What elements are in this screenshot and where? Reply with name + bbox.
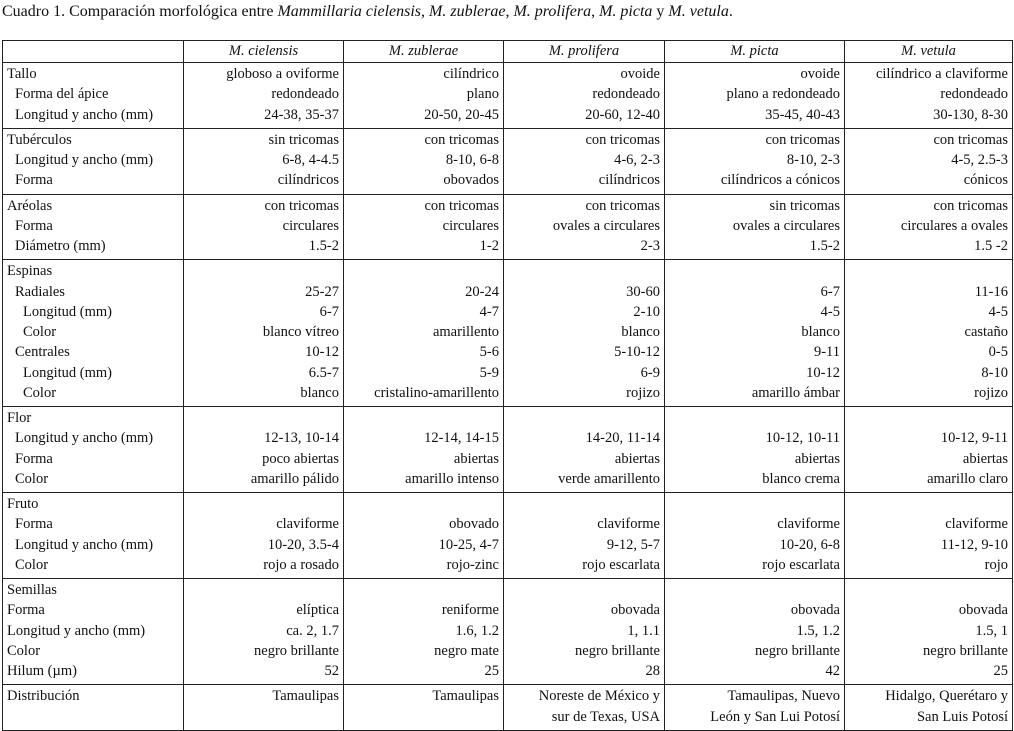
cell-value [508, 580, 660, 600]
cell-value: León y San Lui Potosí [710, 708, 840, 725]
cell-value: obovado [449, 516, 499, 533]
cell-value: 10-12, 9-11 [940, 430, 1008, 447]
table-row [3, 260, 1013, 407]
cell-value: cilíndricos [277, 172, 339, 189]
header-cell-species: M. zublerae [344, 41, 504, 63]
row-label: Hilum (µm) [7, 663, 77, 679]
cell-value: 1, 1.1 [627, 622, 660, 639]
row-label: Longitud y ancho (mm) [7, 622, 146, 639]
value-cell [845, 685, 1013, 731]
value-cell [184, 128, 344, 194]
cell-value [348, 580, 499, 600]
cell-value: globoso a oviforme [226, 66, 339, 82]
caption-separator: , [505, 3, 514, 20]
caption-species-5: M. vetula [668, 3, 729, 20]
table-row [3, 579, 1013, 685]
value-cell [504, 128, 665, 194]
value-cell [184, 685, 344, 731]
caption-suffix: . [728, 3, 733, 20]
cell-value: claviforme [276, 516, 339, 533]
cell-value: reniforme [441, 602, 499, 619]
row-label: Radiales [15, 283, 65, 300]
value-cell [184, 260, 344, 407]
cell-value: rojizo [974, 384, 1008, 401]
cell-value: ca. 2, 1.7 [286, 622, 339, 639]
cell-value: sin tricomas [268, 131, 339, 148]
header-cell-species: M. cielensis [184, 41, 344, 63]
caption-separator: y [652, 3, 669, 20]
value-cell [665, 579, 845, 685]
cell-value: 20-60, 12-40 [585, 106, 660, 123]
cell-value: 4-6, 2-3 [614, 152, 660, 168]
value-cell [184, 194, 344, 260]
cell-value: 4-5, 2.5-3 [951, 152, 1008, 168]
value-cell [845, 493, 1013, 579]
cell-value: 5-9 [479, 364, 499, 381]
cell-value: 4-5 [820, 303, 840, 320]
caption-species-4: M. picta [599, 3, 653, 20]
cell-value: 11-12, 9-10 [940, 536, 1008, 553]
cell-value: abiertas [794, 450, 840, 467]
row-label-cell [3, 579, 184, 685]
cell-value: con tricomas [933, 197, 1008, 214]
cell-value: cónicos [963, 172, 1008, 189]
cell-value [849, 261, 1008, 281]
cell-value: 8-10 [981, 364, 1008, 381]
cell-value: plano a redondeado [726, 86, 840, 103]
cell-value: blanco [300, 384, 339, 401]
cell-value: 1-2 [479, 238, 499, 254]
cell-value: plano [466, 86, 499, 103]
cell-value: 4-5 [988, 303, 1008, 320]
row-label-cell [3, 685, 184, 731]
cell-value: 28 [645, 663, 660, 679]
cell-value: 2-10 [633, 303, 660, 320]
value-cell [184, 407, 344, 493]
cell-value: obovada [610, 602, 660, 619]
value-cell [344, 194, 504, 260]
cell-value: 2-3 [640, 238, 660, 254]
row-label: Diámetro (mm) [15, 238, 106, 254]
cell-value: amarillo claro [927, 470, 1008, 487]
cell-value: con tricomas [424, 197, 499, 214]
cell-value [188, 494, 339, 514]
cell-value: 20-50, 20-45 [424, 106, 499, 123]
cell-value: circulares [442, 217, 499, 234]
cell-value [348, 408, 499, 428]
cell-value: ovales a circulares [732, 217, 840, 234]
table-row [3, 194, 1013, 260]
cell-value: 25 [484, 663, 499, 679]
cell-value: cilíndricos a cónicos [720, 172, 840, 189]
cell-value: 1.5 -2 [974, 238, 1008, 254]
cell-value: 35-45, 40-43 [765, 106, 840, 123]
cell-value: 12-14, 14-15 [424, 430, 499, 447]
cell-value: 6-8, 4-4.5 [282, 152, 339, 168]
cell-value: ovales a circulares [552, 217, 660, 234]
value-cell [504, 407, 665, 493]
cell-value [188, 261, 339, 281]
cell-value: 1.5, 1.2 [796, 622, 840, 639]
value-cell [504, 260, 665, 407]
row-label: Color [7, 642, 41, 659]
cell-value: 9-12, 5-7 [606, 536, 660, 553]
row-label: Forma [15, 450, 53, 467]
cell-value: 8-10, 2-3 [786, 152, 840, 168]
cell-value: rojo escarlata [762, 556, 840, 573]
cell-value: 6-7 [820, 283, 840, 300]
value-cell [504, 685, 665, 731]
cell-value: Tamaulipas [272, 688, 339, 705]
cell-value: circulares [282, 217, 339, 234]
row-label: Forma [7, 602, 45, 619]
cell-value: con tricomas [264, 197, 339, 214]
row-label: Color [23, 384, 57, 401]
cell-value: 5-6 [479, 344, 499, 361]
value-cell [184, 63, 344, 129]
row-label: Longitud y ancho (mm) [15, 152, 154, 168]
cell-value: 25 [993, 663, 1008, 679]
cell-value: 10-12 [305, 344, 339, 361]
cell-value: 10-12 [806, 364, 840, 381]
header-cell-species: M. picta [665, 41, 845, 63]
cell-value: 25-27 [305, 283, 339, 300]
header-cell-species: M. vetula [845, 41, 1013, 63]
cell-value: 30-60 [626, 283, 660, 300]
row-label: Color [15, 556, 49, 573]
value-cell [344, 493, 504, 579]
cell-value: rojo-zinc [446, 556, 499, 573]
value-cell [344, 407, 504, 493]
cell-value: rojo escarlata [582, 556, 660, 573]
value-cell [845, 579, 1013, 685]
cell-value: Noreste de México y [538, 688, 660, 705]
row-label-cell [3, 128, 184, 194]
cell-value: 1.5, 1 [975, 622, 1008, 639]
cell-value: elíptica [296, 602, 339, 619]
row-label: Longitud y ancho (mm) [15, 106, 154, 123]
value-cell [184, 493, 344, 579]
caption-separator: , [421, 3, 430, 20]
value-cell [845, 407, 1013, 493]
cell-value [188, 408, 339, 428]
caption-species-1: Mammillaria cielensis [277, 3, 422, 20]
cell-value: Hidalgo, Querétaro y [885, 688, 1008, 705]
cell-value: 24-38, 35-37 [264, 106, 339, 123]
cell-value: rojo a rosado [263, 556, 339, 573]
cell-value: redondeado [940, 86, 1008, 103]
row-label: Tubérculos [7, 131, 72, 148]
cell-value [669, 580, 840, 600]
table-body [3, 63, 1013, 731]
value-cell [344, 128, 504, 194]
table-row [3, 128, 1013, 194]
cell-value: 52 [324, 663, 339, 679]
cell-value [669, 494, 840, 514]
cell-value: cilíndrico [443, 66, 499, 82]
cell-value: 4-7 [479, 303, 499, 320]
cell-value: 5-10-12 [614, 344, 660, 361]
cell-value [849, 580, 1008, 600]
cell-value: con tricomas [585, 131, 660, 148]
cell-value: claviforme [945, 516, 1008, 533]
value-cell [665, 128, 845, 194]
row-label: Longitud (mm) [23, 303, 113, 320]
cell-value: 11-16 [974, 283, 1008, 300]
cell-value: 1.6, 1.2 [455, 622, 499, 639]
cell-value: 0-5 [988, 344, 1008, 361]
cell-value: sin tricomas [769, 197, 840, 214]
value-cell [665, 493, 845, 579]
row-label: Forma del ápice [15, 86, 109, 103]
cell-value: claviforme [777, 516, 840, 533]
value-cell [665, 685, 845, 731]
cell-value: 10-20, 6-8 [779, 536, 840, 553]
cell-value: obovados [443, 172, 499, 189]
header-cell-character [3, 41, 184, 63]
value-cell [845, 194, 1013, 260]
caption-species-2: M. zublerae [429, 3, 506, 20]
table-caption [2, 2, 1012, 24]
row-label-cell [3, 260, 184, 407]
cell-value: abiertas [962, 450, 1008, 467]
header-cell-species: M. prolifera [504, 41, 665, 63]
value-cell [504, 194, 665, 260]
value-cell [665, 194, 845, 260]
cell-value: obovada [958, 602, 1008, 619]
cell-value: con tricomas [765, 131, 840, 148]
cell-value [348, 494, 499, 514]
cell-value: con tricomas [933, 131, 1008, 148]
cell-value: verde amarillento [558, 470, 660, 487]
value-cell [344, 260, 504, 407]
row-label: Centrales [15, 344, 70, 361]
value-cell [845, 63, 1013, 129]
cell-value: blanco [801, 324, 840, 340]
cell-value: Tamaulipas [432, 688, 499, 705]
table-row [3, 407, 1013, 493]
value-cell [344, 685, 504, 731]
cell-value: negro brillante [575, 642, 660, 659]
cell-value: 9-11 [813, 344, 840, 361]
cell-value: amarillo pálido [250, 470, 339, 487]
row-label: Color [15, 470, 49, 487]
cell-value: amarillo ámbar [751, 384, 840, 401]
cell-value: abiertas [453, 450, 499, 467]
cell-value [188, 580, 339, 600]
cell-value: 12-13, 10-14 [264, 430, 339, 447]
value-cell [845, 260, 1013, 407]
caption-species-3: M. prolifera [513, 3, 592, 20]
cell-value: 42 [825, 663, 840, 679]
cell-value: blanco [621, 324, 660, 340]
cell-value [669, 408, 840, 428]
cell-value: 6-9 [640, 364, 660, 381]
cell-value: poco abiertas [262, 450, 339, 467]
cell-value: negro brillante [755, 642, 840, 659]
header-row [3, 41, 1013, 63]
row-label: Longitud y ancho (mm) [15, 430, 154, 447]
row-label: Longitud (mm) [23, 364, 113, 381]
value-cell [504, 579, 665, 685]
cell-value [508, 261, 660, 281]
caption-separator: , [591, 3, 600, 20]
cell-value: negro brillante [254, 642, 339, 659]
comparison-table [2, 40, 1013, 731]
row-label-cell [3, 194, 184, 260]
cell-value: con tricomas [424, 131, 499, 148]
cell-value [508, 494, 660, 514]
row-label: Fruto [7, 496, 39, 512]
cell-value: rojo [984, 556, 1008, 573]
table-row [3, 493, 1013, 579]
cell-value: Tamaulipas, Nuevo [727, 688, 840, 705]
cell-value: San Luis Potosí [916, 708, 1008, 725]
caption-prefix: Cuadro 1. Comparación morfológica entre [2, 3, 278, 20]
cell-value [348, 261, 499, 281]
cell-value: negro brillante [923, 642, 1008, 659]
cell-value: 8-10, 6-8 [445, 152, 499, 168]
table-row [3, 685, 1013, 731]
cell-value: 20-24 [465, 283, 499, 300]
cell-value: 1.5-2 [809, 238, 840, 254]
cell-value: redondeado [592, 86, 660, 103]
cell-value [669, 261, 840, 281]
value-cell [344, 579, 504, 685]
cell-value: obovada [790, 602, 840, 619]
row-label: Distribución [7, 688, 80, 705]
value-cell [504, 493, 665, 579]
cell-value: con tricomas [585, 197, 660, 214]
row-label: Color [23, 324, 57, 340]
cell-value: ovoide [800, 66, 840, 82]
cell-value [508, 408, 660, 428]
row-label: Tallo [7, 66, 37, 82]
cell-value: 1.5-2 [308, 238, 339, 254]
row-label: Espinas [7, 263, 53, 280]
value-cell [184, 579, 344, 685]
cell-value: negro mate [434, 642, 499, 659]
cell-value: 6-7 [319, 303, 339, 320]
cell-value: cilíndrico a claviforme [875, 66, 1008, 82]
value-cell [344, 63, 504, 129]
cell-value [849, 408, 1008, 428]
row-label: Longitud y ancho (mm) [15, 536, 154, 553]
cell-value: 10-20, 3.5-4 [267, 536, 339, 553]
cell-value: rojizo [626, 384, 660, 401]
row-label: Forma [15, 217, 53, 234]
cell-value: 14-20, 11-14 [585, 430, 660, 447]
row-label-cell [3, 63, 184, 129]
cell-value: 6.5-7 [308, 364, 339, 381]
value-cell [504, 63, 665, 129]
cell-value: cilíndricos [598, 172, 660, 189]
cell-value: claviforme [597, 516, 660, 533]
cell-value: redondeado [271, 86, 339, 103]
table-row [3, 63, 1013, 129]
cell-value: abiertas [614, 450, 660, 467]
cell-value: blanco vítreo [262, 324, 339, 340]
cell-value: blanco crema [762, 470, 840, 487]
value-cell [845, 128, 1013, 194]
cell-value: sur de Texas, USA [551, 708, 660, 725]
cell-value: ovoide [620, 66, 660, 82]
value-cell [665, 63, 845, 129]
row-label: Aréolas [7, 197, 53, 214]
cell-value: castaño [964, 324, 1008, 340]
row-label-cell [3, 407, 184, 493]
row-label: Semillas [7, 582, 57, 598]
row-label-cell [3, 493, 184, 579]
row-label: Forma [15, 172, 53, 189]
cell-value: circulares a ovales [900, 217, 1008, 234]
cell-value: 10-25, 4-7 [438, 536, 499, 553]
cell-value: amarillento [432, 324, 499, 340]
cell-value: 30-130, 8-30 [933, 106, 1008, 123]
value-cell [665, 260, 845, 407]
cell-value: amarillo intenso [405, 470, 499, 487]
cell-value: cristalino-amarillento [374, 384, 499, 401]
row-label: Forma [15, 516, 53, 533]
cell-value: 10-12, 10-11 [765, 430, 840, 447]
row-label: Flor [7, 410, 32, 426]
cell-value [849, 494, 1008, 514]
value-cell [665, 407, 845, 493]
